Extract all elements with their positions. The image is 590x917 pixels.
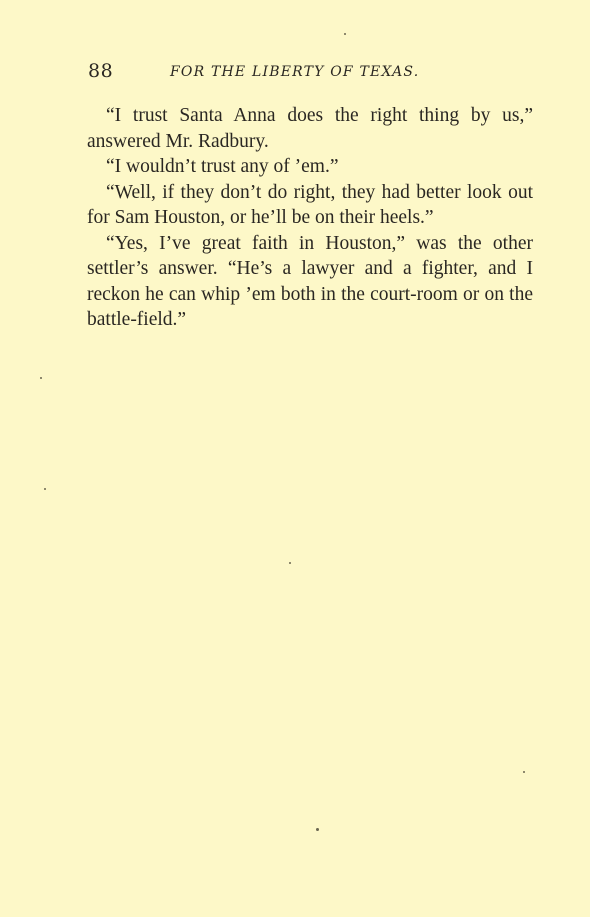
- paragraph-4: “Yes, I’ve great faith in Houston,” was the other settler’s answer. “He’s a lawyer and a fighter, and I reckon he can whip ’em both in the court-room or on the battle-field.”: [87, 232, 533, 330]
- paper-speck: [44, 488, 46, 490]
- paragraph-3: “Well, if they don’t do right, they had better look out for Sam Houston, or he’ll be on their heels.”: [87, 181, 533, 228]
- paper-speck: [40, 377, 42, 379]
- paragraph-2: “I wouldn’t trust any of ’em.”: [106, 156, 339, 177]
- body-text: [87, 103, 533, 333]
- paper-speck: [316, 828, 319, 831]
- paper-speck: [523, 771, 525, 773]
- page-number: 88: [88, 60, 114, 82]
- page-header: [88, 60, 533, 86]
- running-title: FOR THE LIBERTY OF TEXAS.: [170, 64, 420, 80]
- paragraph-1: “I trust Santa Anna does the right thing by us,” answered Mr. Radbury.: [87, 105, 533, 152]
- paper-speck: [344, 33, 346, 35]
- paper-speck: [289, 562, 291, 564]
